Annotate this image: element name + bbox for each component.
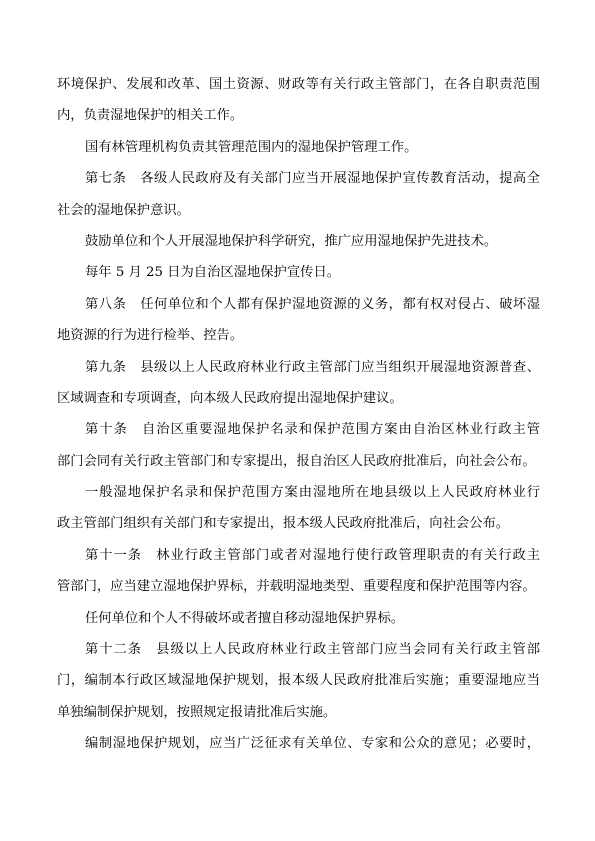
article-7-paragraph-3 — [57, 257, 540, 288]
text-line: 第七条 各级人民政府及有关部门应当开展湿地保护宣传教育活动，提高全 — [85, 171, 540, 187]
article-10-paragraph — [57, 414, 540, 477]
text-line: 第十二条 县级以上人民政府林业行政主管部门应当会同有关行政主管部 — [85, 642, 540, 658]
text-line: 内，负责湿地保护的相关工作。 — [57, 108, 244, 124]
text-line: 环境保护、发展和改革、国土资源、财政等有关行政主管部门，在各自职责范围 — [57, 77, 540, 92]
article-7-paragraph-2 — [57, 226, 540, 257]
text-line: 国有林管理机构负责其管理范围内的湿地保护管理工作。 — [85, 139, 418, 155]
paragraph-continued — [57, 69, 540, 132]
text-line: 部门会同有关行政主管部门和专家提出，报自治区人民政府批准后，向社会公布。 — [57, 453, 536, 469]
article-11-paragraph — [57, 540, 540, 603]
text-line: 编制湿地保护规划，应当广泛征求有关单位、专家和公众的意见；必要时， — [85, 736, 540, 752]
text-line: 管部门，应当建立湿地保护界标，并载明湿地类型、重要程度和保护范围等内容。 — [57, 579, 536, 595]
paragraph-state-forest-agency — [57, 132, 540, 163]
text-line: 地资源的行为进行检举、控告。 — [57, 328, 244, 344]
text-line: 门，编制本行政区域湿地保护规划，报本级人民政府批准后实施；重要湿地应当 — [57, 673, 540, 689]
text-line: 第九条 县级以上人民政府林业行政主管部门应当组织开展湿地资源普查、 — [85, 359, 540, 375]
article-8-paragraph — [57, 289, 540, 352]
text-line: 第十一条 林业行政主管部门或者对湿地行使行政管理职责的有关行政主 — [85, 547, 540, 563]
text-line: 任何单位和个人不得破坏或者擅自移动湿地保护界标。 — [85, 610, 405, 626]
text-line: 政主管部门组织有关部门和专家提出，报本级人民政府批准后，向社会公布。 — [57, 516, 510, 532]
article-10-paragraph-2 — [57, 477, 540, 540]
text-line: 社会的湿地保护意识。 — [57, 202, 190, 218]
text-line: 每年 5 月 25 日为自治区湿地保护宣传日。 — [85, 265, 341, 281]
text-line: 第十条 自治区重要湿地保护名录和保护范围方案由自治区林业行政主管 — [85, 422, 540, 438]
article-7-paragraph — [57, 163, 540, 226]
text-line: 一般湿地保护名录和保护范围方案由湿地所在地县级以上人民政府林业行 — [85, 485, 540, 501]
text-line: 鼓励单位和个人开展湿地保护科学研究，推广应用湿地保护先进技术。 — [85, 233, 498, 249]
article-12-paragraph — [57, 634, 540, 728]
text-line: 区域调查和专项调查，向本级人民政府提出湿地保护建议。 — [57, 390, 403, 406]
text-line: 单独编制保护规划，按照规定报请批准后实施。 — [57, 704, 337, 720]
document-body — [57, 69, 540, 760]
article-9-paragraph — [57, 352, 540, 415]
text-line: 第八条 任何单位和个人都有保护湿地资源的义务，都有权对侵占、破坏湿 — [85, 296, 540, 312]
article-12-paragraph-2 — [57, 728, 540, 759]
article-11-paragraph-2 — [57, 603, 540, 634]
